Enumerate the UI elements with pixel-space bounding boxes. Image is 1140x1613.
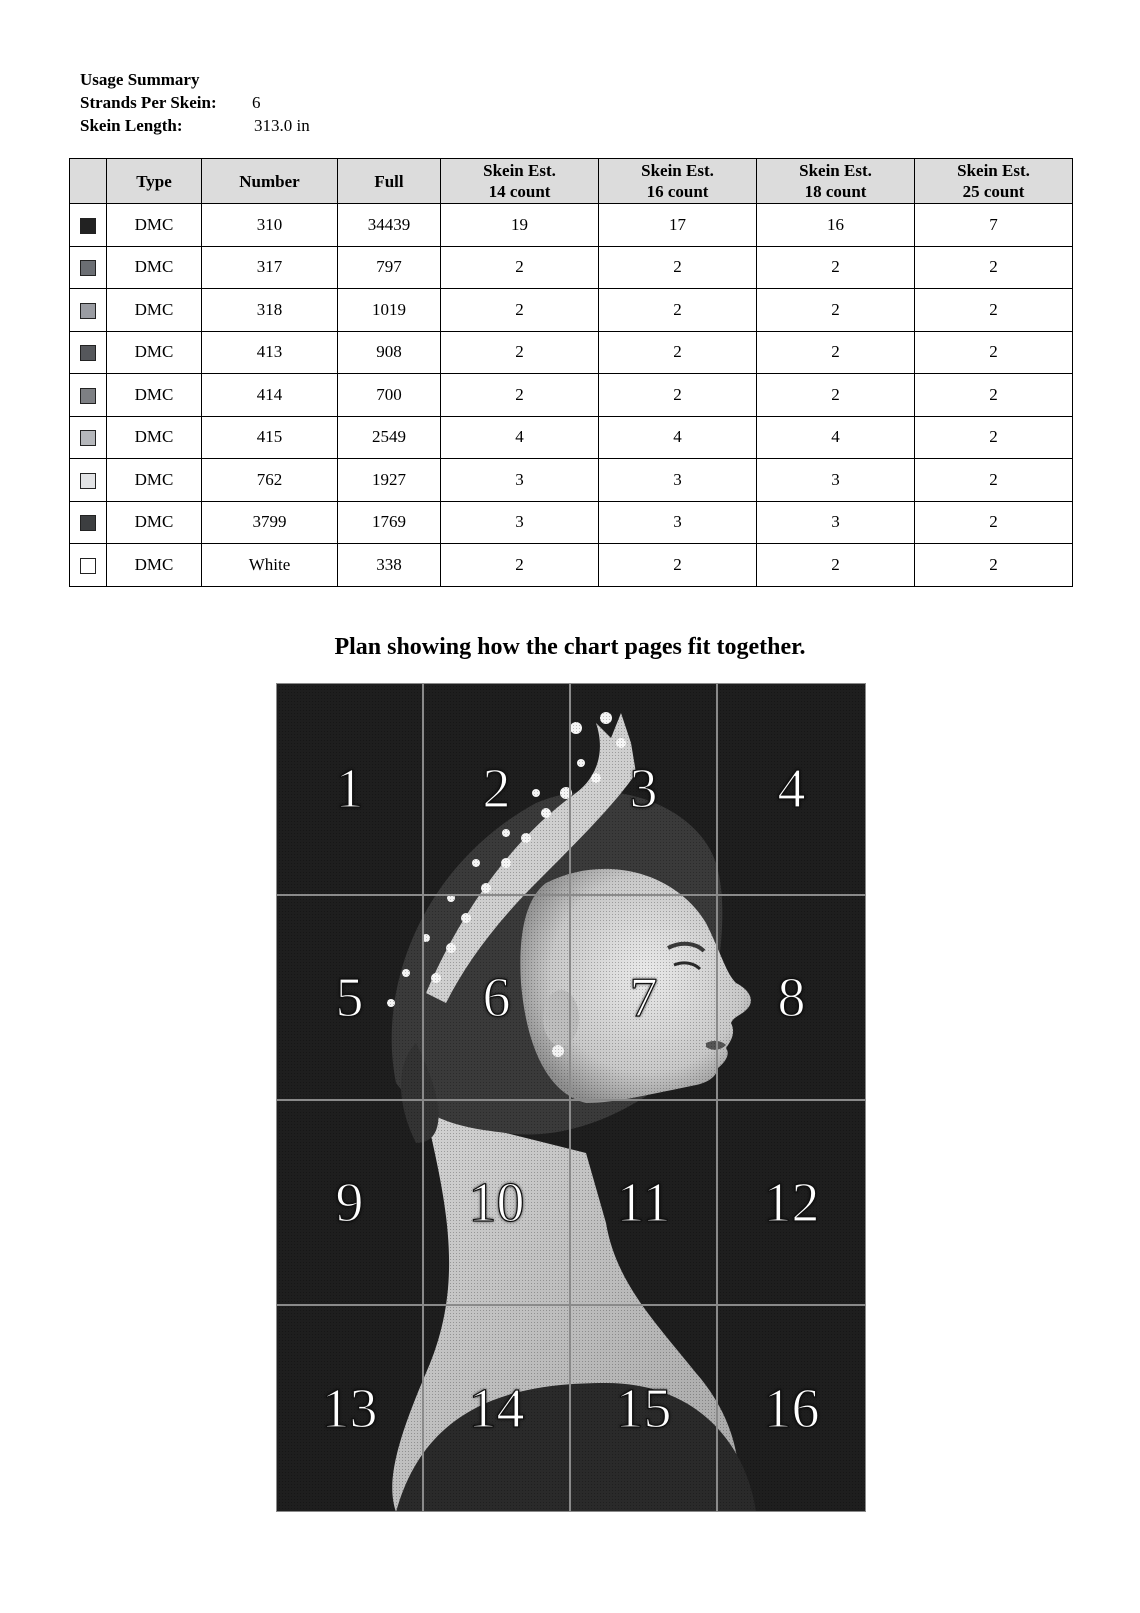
cell-skein-25: 2 xyxy=(915,501,1073,544)
cell-number: 318 xyxy=(202,289,338,332)
cell-skein-18: 4 xyxy=(757,416,915,459)
cell-swatch xyxy=(70,459,107,502)
cell-skein-16: 2 xyxy=(599,289,757,332)
cell-skein-25: 2 xyxy=(915,331,1073,374)
chart-page-cell xyxy=(717,895,866,1100)
page-number: 2 xyxy=(482,758,511,820)
header-full: Full xyxy=(338,159,441,204)
cell-skein-18: 2 xyxy=(757,374,915,417)
cell-type: DMC xyxy=(107,204,202,247)
cell-skein-18: 2 xyxy=(757,289,915,332)
table-row xyxy=(70,204,1073,247)
cell-skein-16: 2 xyxy=(599,246,757,289)
chart-page-plan xyxy=(276,683,866,1512)
cell-skein-16: 2 xyxy=(599,544,757,587)
cell-type: DMC xyxy=(107,289,202,332)
cell-number: 317 xyxy=(202,246,338,289)
chart-page-cell xyxy=(717,1100,866,1305)
cell-full: 908 xyxy=(338,331,441,374)
cell-skein-18: 2 xyxy=(757,544,915,587)
chart-page-cell xyxy=(570,1100,717,1305)
header-skein-16: Skein Est. 16 count xyxy=(599,159,757,204)
chart-page-cell xyxy=(276,895,423,1100)
cell-type: DMC xyxy=(107,544,202,587)
page-number: 10 xyxy=(468,1171,525,1234)
cell-skein-16: 3 xyxy=(599,501,757,544)
cell-skein-25: 7 xyxy=(915,204,1073,247)
chart-page-cell xyxy=(570,683,717,895)
cell-skein-18: 16 xyxy=(757,204,915,247)
table-row xyxy=(70,544,1073,587)
chart-page-cell xyxy=(423,1305,570,1512)
chart-page-cell xyxy=(423,895,570,1100)
page-number: 13 xyxy=(321,1377,378,1440)
chart-page-cell xyxy=(717,683,866,895)
cell-skein-14: 2 xyxy=(441,374,599,417)
chart-page-cell xyxy=(276,1100,423,1305)
plan-title: Plan showing how the chart pages fit together. xyxy=(334,634,806,660)
header-swatch xyxy=(70,159,107,204)
cell-skein-25: 2 xyxy=(915,374,1073,417)
cell-swatch xyxy=(70,331,107,374)
cell-skein-14: 19 xyxy=(441,204,599,247)
cell-skein-25: 2 xyxy=(915,459,1073,502)
cell-number: 310 xyxy=(202,204,338,247)
cell-swatch xyxy=(70,289,107,332)
summary-title-row xyxy=(80,68,310,91)
cell-type: DMC xyxy=(107,246,202,289)
chart-page-cell xyxy=(423,683,570,895)
cell-skein-16: 17 xyxy=(599,204,757,247)
chart-page-cell xyxy=(423,1100,570,1305)
cell-type: DMC xyxy=(107,374,202,417)
usage-summary xyxy=(80,68,310,137)
cell-full: 1927 xyxy=(338,459,441,502)
cell-type: DMC xyxy=(107,331,202,374)
cell-swatch xyxy=(70,204,107,247)
color-swatch xyxy=(80,260,96,276)
strands-label: Strands Per Skein: xyxy=(80,93,217,112)
table-row xyxy=(70,501,1073,544)
cell-number: 413 xyxy=(202,331,338,374)
table-row xyxy=(70,331,1073,374)
cell-skein-14: 3 xyxy=(441,501,599,544)
header-skein-18: Skein Est. 18 count xyxy=(757,159,915,204)
cell-full: 34439 xyxy=(338,204,441,247)
length-value: 313.0 in xyxy=(254,116,310,135)
cell-skein-14: 2 xyxy=(441,246,599,289)
cell-skein-18: 3 xyxy=(757,459,915,502)
page-number: 9 xyxy=(335,1171,364,1234)
color-swatch xyxy=(80,473,96,489)
cell-full: 797 xyxy=(338,246,441,289)
cell-skein-16: 2 xyxy=(599,331,757,374)
page-number: 14 xyxy=(468,1377,525,1440)
strands-value: 6 xyxy=(252,93,261,112)
cell-number: 762 xyxy=(202,459,338,502)
chart-page-cell xyxy=(570,895,717,1100)
cell-skein-18: 2 xyxy=(757,331,915,374)
table-row xyxy=(70,416,1073,459)
cell-number: White xyxy=(202,544,338,587)
cell-swatch xyxy=(70,246,107,289)
summary-title: Usage Summary xyxy=(80,70,200,89)
cell-number: 414 xyxy=(202,374,338,417)
cell-full: 2549 xyxy=(338,416,441,459)
length-label: Skein Length: xyxy=(80,116,183,135)
table-row xyxy=(70,459,1073,502)
header-type: Type xyxy=(107,159,202,204)
cell-skein-14: 2 xyxy=(441,544,599,587)
page-number: 8 xyxy=(777,966,806,1029)
page-number: 5 xyxy=(335,966,364,1029)
cell-full: 1769 xyxy=(338,501,441,544)
cell-type: DMC xyxy=(107,501,202,544)
header-skein-14: Skein Est. 14 count xyxy=(441,159,599,204)
chart-page-cell xyxy=(276,683,423,895)
cell-skein-25: 2 xyxy=(915,544,1073,587)
cell-skein-14: 4 xyxy=(441,416,599,459)
cell-skein-16: 2 xyxy=(599,374,757,417)
cell-type: DMC xyxy=(107,459,202,502)
cell-swatch xyxy=(70,374,107,417)
color-swatch xyxy=(80,388,96,404)
length-row xyxy=(80,114,310,137)
cell-skein-25: 2 xyxy=(915,246,1073,289)
table-row xyxy=(70,246,1073,289)
cell-full: 338 xyxy=(338,544,441,587)
header-number: Number xyxy=(202,159,338,204)
cell-skein-14: 2 xyxy=(441,331,599,374)
color-swatch xyxy=(80,303,96,319)
cell-skein-16: 3 xyxy=(599,459,757,502)
page-number: 12 xyxy=(763,1171,820,1234)
table-row xyxy=(70,374,1073,417)
page-number: 16 xyxy=(763,1377,820,1440)
page-number: 15 xyxy=(615,1377,672,1440)
cell-number: 3799 xyxy=(202,501,338,544)
chart-page-cell xyxy=(717,1305,866,1512)
header-skein-25: Skein Est. 25 count xyxy=(915,159,1073,204)
cell-swatch xyxy=(70,544,107,587)
color-swatch xyxy=(80,430,96,446)
cell-skein-14: 2 xyxy=(441,289,599,332)
page-number: 3 xyxy=(629,758,658,820)
color-swatch xyxy=(80,345,96,361)
cell-skein-16: 4 xyxy=(599,416,757,459)
page-number: 7 xyxy=(629,966,658,1029)
chart-page-cell xyxy=(570,1305,717,1512)
page-number: 4 xyxy=(777,758,806,820)
chart-page-cell xyxy=(276,1305,423,1512)
strands-row xyxy=(80,91,310,114)
cell-skein-14: 3 xyxy=(441,459,599,502)
color-swatch xyxy=(80,218,96,234)
thread-usage-table xyxy=(69,158,1073,587)
cell-skein-25: 2 xyxy=(915,289,1073,332)
cell-skein-18: 2 xyxy=(757,246,915,289)
table-row xyxy=(70,289,1073,332)
cell-type: DMC xyxy=(107,416,202,459)
color-swatch xyxy=(80,558,96,574)
page-number: 6 xyxy=(482,966,511,1029)
cell-skein-25: 2 xyxy=(915,416,1073,459)
cell-full: 1019 xyxy=(338,289,441,332)
cell-swatch xyxy=(70,501,107,544)
color-swatch xyxy=(80,515,96,531)
page-number: 11 xyxy=(616,1171,671,1234)
page-number: 1 xyxy=(335,758,364,820)
cell-skein-18: 3 xyxy=(757,501,915,544)
cell-full: 700 xyxy=(338,374,441,417)
table-header-row xyxy=(70,159,1073,204)
cell-swatch xyxy=(70,416,107,459)
cell-number: 415 xyxy=(202,416,338,459)
